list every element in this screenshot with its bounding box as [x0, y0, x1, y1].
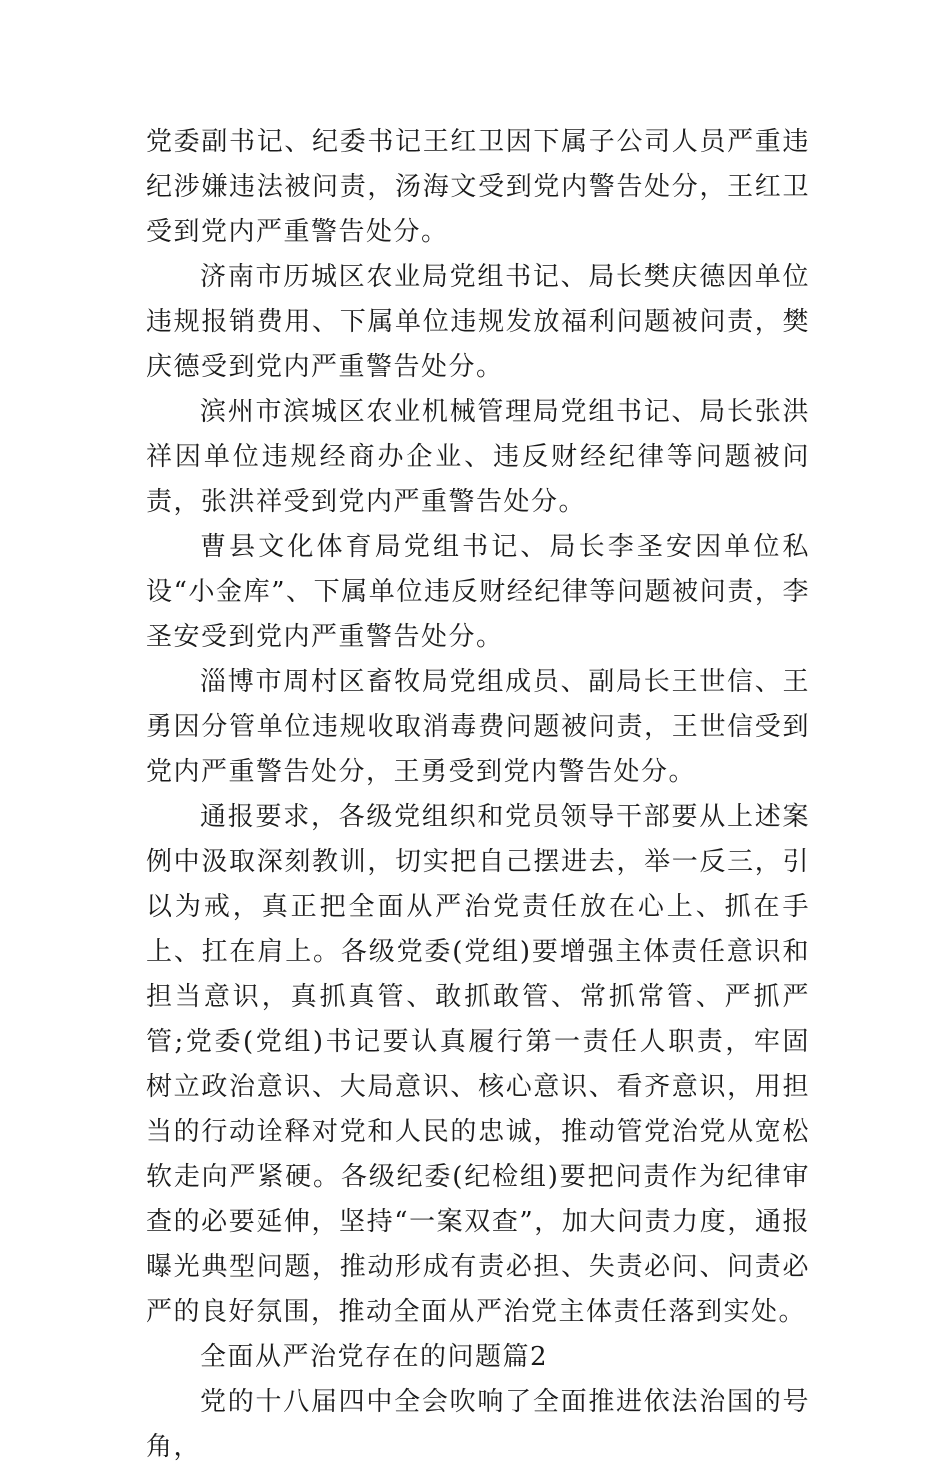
paragraph-4: 曹县文化体育局党组书记、局长李圣安因单位私设“小金库”、下属单位违反财经纪律等问题被问责，李圣安受到党内严重警告处分。 [146, 532, 810, 652]
paragraph-6: 通报要求，各级党组织和党员领导干部要从上述案例中汲取深刻教训，切实把自己摆进去，举一反三，引以为戒，真正把全面从严治党责任放在心上、抓在手上、扛在肩上。各级党委(党组)要增强主体责任意识和担当意识，真抓真管、敢抓敢管、常抓常管、严抓严管;党委(党组)书记要认真履行第一责任人职责，牢固树立政治意识、大局意识、核心意识、看齐意识，用担当的行动诠释对党和人民的忠诚，推动管党治党从宽松软走向严紧硬。各级纪委(纪检组)要把问责作为纪律审查的必要延伸，坚持“一案双查”，加大问责力度，通报曝光典型问题，推动形成有责必担、失责必问、问责必严的良好氛围，推动全面从严治党主体责任落到实处。 [146, 802, 810, 1327]
paragraph-7: 党的十八届四中全会吹响了全面推进依法治国的号角， [146, 1387, 810, 1462]
paragraph-5: 淄博市周村区畜牧局党组成员、副局长王世信、王勇因分管单位违规收取消毒费问题被问责，王世信受到党内严重警告处分，王勇受到党内警告处分。 [146, 667, 810, 787]
section-heading: 全面从严治党存在的问题篇2 [200, 1342, 549, 1372]
paragraph-2: 济南市历城区农业局党组书记、局长樊庆德因单位违规报销费用、下属单位违规发放福利问题被问责，樊庆德受到党内严重警告处分。 [146, 262, 810, 382]
paragraph-3: 滨州市滨城区农业机械管理局党组书记、局长张洪祥因单位违规经商办企业、违反财经纪律等问题被问责，张洪祥受到党内严重警告处分。 [146, 397, 810, 517]
document-body [146, 120, 810, 1470]
paragraph-1: 党委副书记、纪委书记王红卫因下属子公司人员严重违纪涉嫌违法被问责，汤海文受到党内警告处分，王红卫受到党内严重警告处分。 [146, 127, 810, 247]
